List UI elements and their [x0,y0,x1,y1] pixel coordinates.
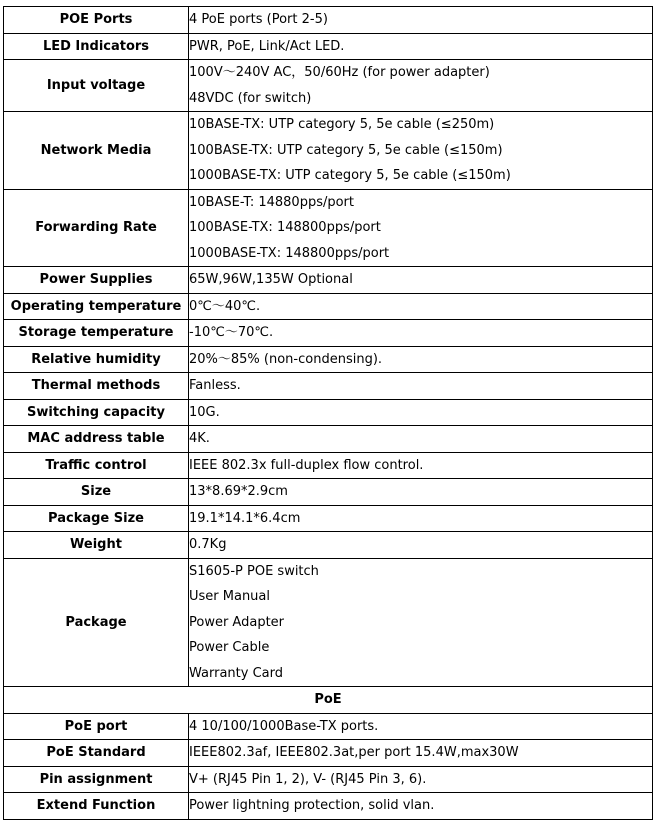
spec-row [4,766,653,793]
spec-row [4,189,653,267]
spec-label: Pin assignment [4,766,189,793]
spec-row [4,452,653,479]
spec-row [4,60,653,112]
spec-value-line: 65W,96W,135W Optional [189,272,353,287]
spec-label: Switching capacity [4,399,189,426]
spec-value-line: 10G. [189,404,220,420]
spec-row [4,33,653,60]
spec-value [189,532,653,559]
spec-value-line: Fanless. [189,378,241,393]
spec-label: Weight [4,532,189,559]
spec-label: Operating temperature [4,293,189,320]
spec-value-line: Power Cable [189,640,270,655]
spec-value-line: V+ (RJ45 Pin 1, 2), V- (RJ45 Pin 3, 6). [189,771,427,787]
spec-value [189,558,653,687]
spec-value-line: 19.1*14.1*6.4cm [189,510,301,526]
spec-value [189,60,653,112]
spec-value [189,112,653,190]
spec-value-line: 4 PoE ports (Port 2-5) [189,12,328,27]
spec-row [4,793,653,820]
spec-value [189,293,653,320]
spec-value-line: IEEE 802.3x full-duplex flow control. [189,457,424,473]
spec-row [4,373,653,400]
spec-label: LED Indicators [4,33,189,60]
spec-value-line: 10BASE-TX: UTP category 5, 5e cable (≤250m) [189,117,495,132]
spec-value [189,320,653,347]
spec-row [4,293,653,320]
spec-value [189,479,653,506]
spec-label: Package Size [4,505,189,532]
spec-value-line: 100V～240V AC，50/60Hz (for power adapter) [189,65,490,80]
spec-label: MAC address table [4,426,189,453]
spec-label: Power Supplies [4,267,189,294]
spec-value-line: 4K. [189,431,210,446]
spec-value-line: Power Adapter [189,614,285,630]
spec-row [4,558,653,687]
spec-row [4,426,653,453]
spec-row [4,505,653,532]
spec-value [189,189,653,267]
spec-value-line: User Manual [189,589,271,604]
spec-label: Thermal methods [4,373,189,400]
spec-value [189,505,653,532]
spec-row [4,713,653,740]
spec-value-line: 10BASE-T: 14880pps/port [189,194,355,210]
spec-row [4,479,653,506]
spec-value-line: 13*8.69*2.9cm [189,484,288,499]
spec-value-line: IEEE802.3af, IEEE802.3at,per port 15.4W,max30W [189,745,519,760]
spec-table [3,6,653,820]
spec-label: Forwarding Rate [4,189,189,267]
spec-row [4,112,653,190]
spec-value [189,399,653,426]
spec-label: Traffic control [4,452,189,479]
spec-value-line: -10℃～70℃. [189,325,274,340]
spec-value [189,7,653,34]
spec-label: Storage temperature [4,320,189,347]
spec-value [189,346,653,373]
spec-label: POE Ports [4,7,189,34]
spec-row [4,7,653,34]
spec-value-line: 4 10/100/1000Base-TX ports. [189,718,379,734]
spec-value-line: 0℃～40℃. [189,298,261,314]
poe-section-row [4,687,653,714]
spec-label: PoE Standard [4,740,189,767]
spec-value-line: 0.7Kg [189,537,227,552]
spec-value [189,267,653,294]
spec-label: Relative humidity [4,346,189,373]
spec-row [4,320,653,347]
spec-value [189,33,653,60]
spec-value [189,426,653,453]
spec-row [4,532,653,559]
spec-value [189,740,653,767]
spec-value-line: S1605-P POE switch [189,563,319,579]
spec-label: PoE port [4,713,189,740]
spec-value-line: 1000BASE-TX: UTP category 5, 5e cable (≤150m) [189,168,511,183]
spec-value-line: 1000BASE-TX: 148800pps/port [189,245,390,261]
spec-row [4,346,653,373]
spec-row [4,267,653,294]
spec-label: Extend Function [4,793,189,820]
spec-label: Network Media [4,112,189,190]
spec-value [189,373,653,400]
spec-value-line: Warranty Card [189,665,283,681]
spec-row [4,740,653,767]
spec-value [189,713,653,740]
spec-value-line: 100BASE-TX: UTP category 5, 5e cable (≤150m) [189,142,503,158]
spec-label: Input voltage [4,60,189,112]
spec-label: Package [4,558,189,687]
spec-label: Size [4,479,189,506]
spec-value-line: 48VDC (for switch) [189,90,312,106]
spec-value [189,793,653,820]
spec-value [189,452,653,479]
spec-value-line: PWR, PoE, Link/Act LED. [189,38,345,54]
spec-value [189,766,653,793]
spec-table-body [4,7,653,820]
spec-value-line: 100BASE-TX: 148800pps/port [189,220,381,235]
spec-row [4,399,653,426]
spec-value-line: Power lightning protection, solid vlan. [189,798,435,813]
poe-section-title: PoE [4,687,653,714]
spec-value-line: 20%～85% (non-condensing). [189,351,383,367]
